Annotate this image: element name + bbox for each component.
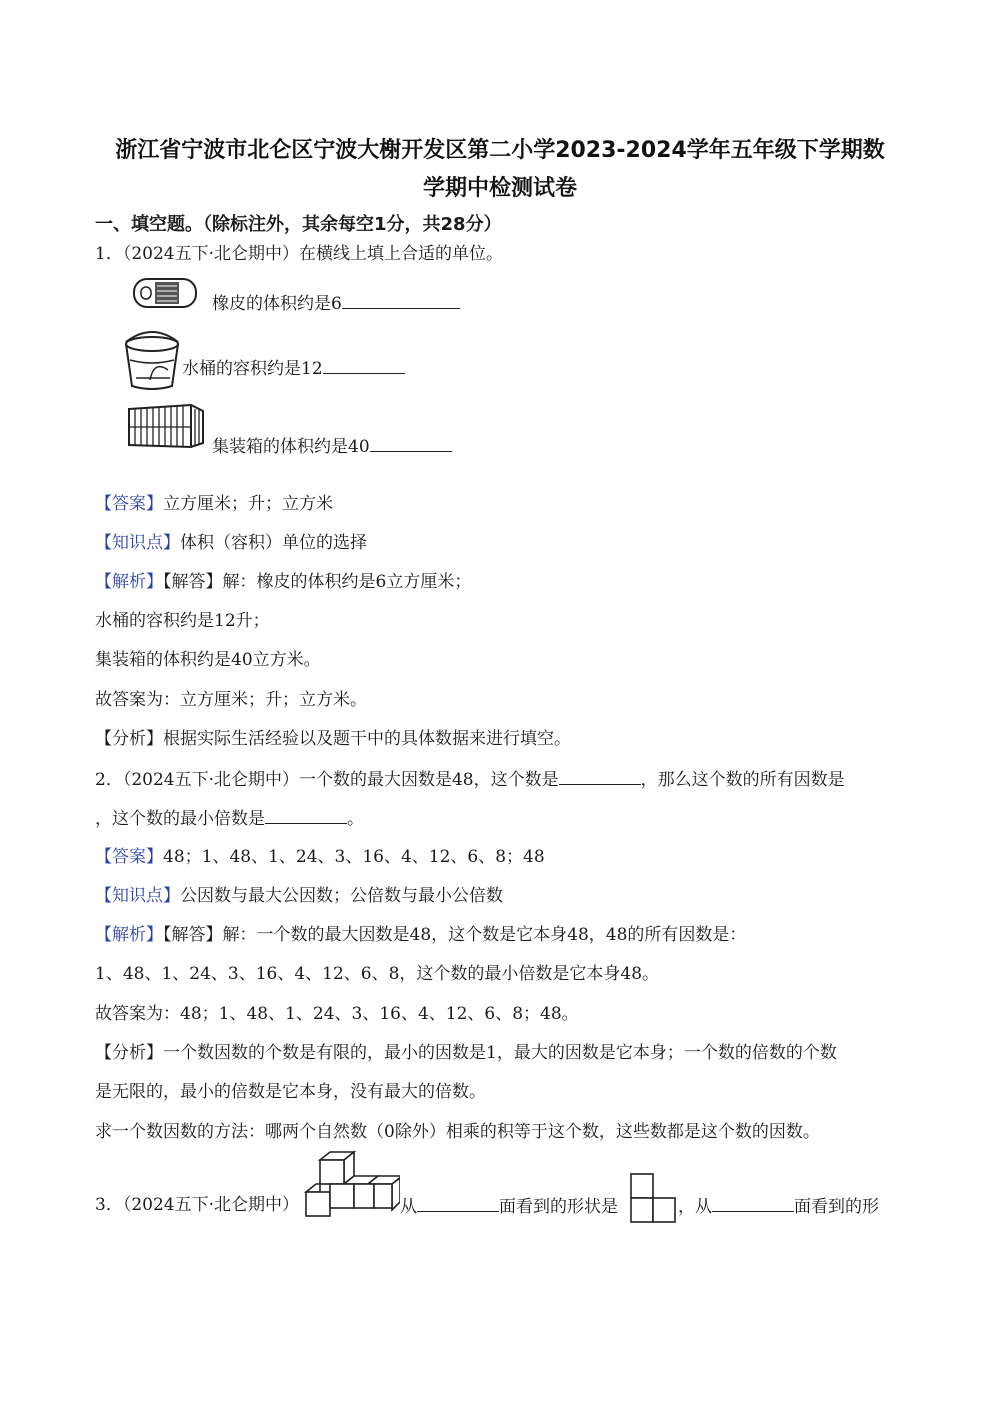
cube-stack-figure	[304, 1150, 400, 1226]
q1-analysis-line: 故答案为：立方厘米；升；立方米。	[95, 690, 367, 710]
q2-analysis-line: 求一个数因数的方法：哪两个自然数（0除外）相乘的积等于这个数，这些数都是这个数的因数。	[95, 1122, 820, 1142]
knowledge-text: 公因数与最大公因数；公倍数与最小公倍数	[180, 886, 503, 906]
container-icon	[127, 403, 205, 449]
answer-blank[interactable]	[370, 433, 452, 452]
q2-knowledge	[95, 884, 503, 908]
q1-item-bucket-text: 水桶的容积约是12	[182, 359, 323, 379]
q1-item-eraser	[212, 290, 460, 316]
q3-text: 从	[400, 1197, 417, 1217]
question-3-text	[400, 1193, 618, 1219]
question-3-header: 3．（2024五下·北仑期中）	[95, 1195, 299, 1215]
page-title-line2: 学期中检测试卷	[422, 176, 577, 201]
q2-text: 2．（2024五下·北仑期中）一个数的最大因数是48，这个数是	[95, 770, 559, 790]
q1-analysis-line: 【分析】根据实际生活经验以及题干中的具体数据来进行填空。	[95, 729, 571, 749]
answer-blank[interactable]	[559, 766, 641, 785]
question-2-line2	[95, 805, 364, 831]
q3-text: 面看到的形	[794, 1197, 879, 1217]
knowledge-tag: 【知识点】	[95, 886, 180, 906]
section-heading: 一、填空题。（除标注外，其余每空1分，共28分）	[95, 214, 502, 235]
q2-analysis-line: 是无限的，最小的倍数是它本身，没有最大的倍数。	[95, 1082, 486, 1102]
q1-answer	[95, 492, 333, 516]
q1-item-container	[212, 433, 452, 459]
q2-analysis-line: 【分析】一个数因数的个数是有限的，最小的因数是1，最大的因数是它本身；一个数的倍数的个数	[95, 1043, 837, 1063]
knowledge-text: 体积（容积）单位的选择	[180, 533, 367, 553]
answer-blank[interactable]	[265, 805, 347, 824]
q2-analysis-line: 1、48、1、24、3、16、4、12、6、8，这个数的最小倍数是它本身48。	[95, 964, 660, 984]
view-shape-figure	[629, 1172, 679, 1226]
page-title-line1: 浙江省宁波市北仑区宁波大榭开发区第二小学2023-2024学年五年级下学期数	[115, 138, 885, 163]
knowledge-tag: 【知识点】	[95, 533, 180, 553]
analysis-text: 【解答】解：一个数的最大因数是48，这个数是它本身48，48的所有因数是：	[163, 925, 747, 945]
answer-text: 立方厘米；升；立方米	[163, 494, 333, 514]
q3-text: 面看到的形状是	[499, 1197, 618, 1217]
q1-analysis-line: 集装箱的体积约是40立方米。	[95, 650, 321, 670]
answer-blank[interactable]	[323, 355, 405, 374]
bucket-icon	[122, 330, 182, 392]
q2-text: 。	[347, 809, 364, 829]
q2-analysis	[95, 923, 746, 947]
q1-item-bucket	[182, 355, 405, 381]
q3-text: ，从	[678, 1197, 712, 1217]
q2-text: ，那么这个数的所有因数是	[640, 770, 845, 790]
q1-knowledge	[95, 531, 367, 555]
q2-text: ，这个数的最小倍数是	[95, 809, 265, 829]
answer-blank[interactable]	[712, 1193, 794, 1212]
answer-tag: 【答案】	[95, 494, 163, 514]
analysis-tag: 【解析】	[95, 572, 163, 592]
analysis-text: 【解答】解：橡皮的体积约是6立方厘米；	[163, 572, 472, 592]
q1-item-container-text: 集装箱的体积约是40	[212, 437, 370, 457]
q1-analysis	[95, 570, 471, 594]
analysis-tag: 【解析】	[95, 925, 163, 945]
q1-analysis-line: 水桶的容积约是12升；	[95, 611, 270, 631]
answer-tag: 【答案】	[95, 847, 163, 867]
eraser-icon	[133, 278, 197, 308]
question-3-text-2	[678, 1193, 879, 1219]
question-2-line1	[95, 766, 845, 792]
q2-answer	[95, 845, 545, 869]
question-1-header: 1．（2024五下·北仑期中）在横线上填上合适的单位。	[95, 244, 503, 264]
answer-blank[interactable]	[342, 290, 460, 309]
q1-item-eraser-text: 橡皮的体积约是6	[212, 294, 342, 314]
answer-blank[interactable]	[417, 1193, 499, 1212]
q2-analysis-line: 故答案为：48；1、48、1、24、3、16、4、12、6、8；48。	[95, 1004, 579, 1024]
answer-text: 48；1、48、1、24、3、16、4、12、6、8；48	[163, 847, 545, 867]
